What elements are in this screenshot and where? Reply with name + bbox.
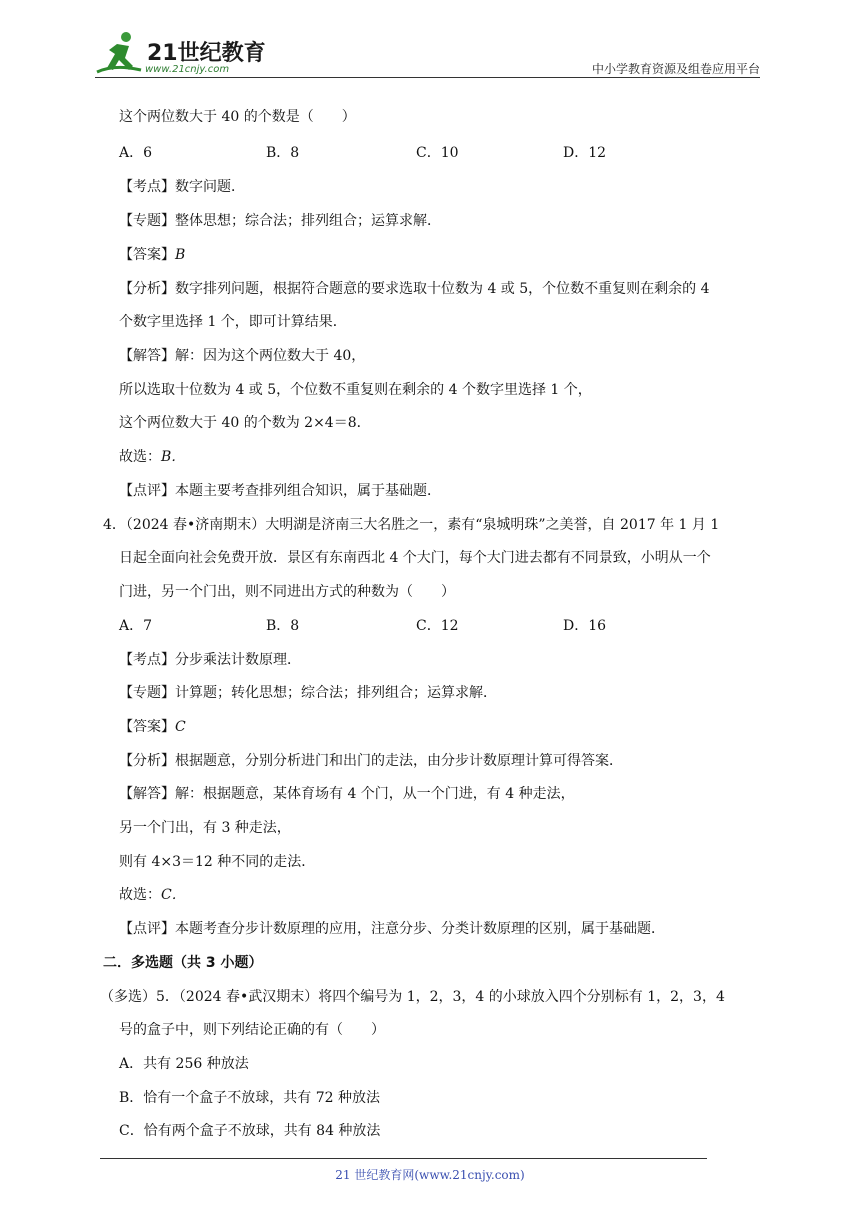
header-divider <box>95 77 760 78</box>
daan-tag: 【答案】 <box>119 719 175 735</box>
q4-zhuanti <box>119 682 497 702</box>
q3-jieda <box>119 345 365 365</box>
footer-link[interactable]: 21 世纪教育网(www.21cnjy.com) <box>335 1168 525 1182</box>
q4-kaodian <box>119 649 301 669</box>
q4-jieda-line2: 另一个门出，有 3 种走法， <box>119 820 291 836</box>
jieda-text: 解：因为这个两位数大于 40， <box>175 348 366 364</box>
q4-jieda-line3: 则有 4×3＝12 种不同的走法． <box>119 854 316 870</box>
q3-fenxi-cont: 个数字里选择 1 个，即可计算结果． <box>119 314 347 330</box>
dianping-text: 本题主要考查排列组合知识，属于基础题． <box>175 483 441 499</box>
q3-option-d: D．12 <box>563 145 607 161</box>
logo-url: www.21cnjy.com <box>145 64 230 75</box>
fenxi-tag: 【分析】 <box>119 753 175 769</box>
q5-option-a: A．共有 256 种放法 <box>119 1056 249 1072</box>
q5-stem-line2: 号的盒子中，则下列结论正确的有（ ） <box>119 1022 385 1038</box>
q3-option-b: B．8 <box>266 145 300 161</box>
q4-option-b: B．8 <box>266 618 300 634</box>
daan-text: C <box>175 719 186 735</box>
zhuanti-tag: 【专题】 <box>119 685 175 701</box>
q3-kaodian <box>119 176 245 196</box>
jieda-tag: 【解答】 <box>119 348 175 364</box>
kaodian-text: 分步乘法计数原理． <box>175 652 301 668</box>
logo <box>95 30 295 78</box>
kaodian-tag: 【考点】 <box>119 179 175 195</box>
dianping-tag: 【点评】 <box>119 921 175 937</box>
q3-option-a: A．6 <box>119 145 153 161</box>
guxuan-label: 故选： <box>119 449 161 465</box>
q3-guxuan <box>119 446 185 466</box>
q4-stem-line2: 日起全面向社会免费开放．景区有东南西北 4 个大门，每个大门进去都有不同景致，小明从一个 <box>119 550 711 566</box>
q3-fenxi <box>119 278 710 298</box>
daan-text: B <box>175 247 186 263</box>
runner-logo-icon <box>95 30 145 78</box>
q4-option-a: A．7 <box>119 618 153 634</box>
q4-answer <box>119 716 186 736</box>
section-title: 二．多选题（共 3 小题） <box>103 955 263 971</box>
dianping-text: 本题考查分步计数原理的应用，注意分步、分类计数原理的区别，属于基础题． <box>175 921 665 937</box>
dianping-tag: 【点评】 <box>119 483 175 499</box>
q3-jieda-line3: 这个两位数大于 40 的个数为 2×4＝8． <box>119 415 371 431</box>
q4-guxuan <box>119 884 186 904</box>
kaodian-text: 数字问题． <box>175 179 245 195</box>
page-header <box>95 30 760 78</box>
q3-option-c: C．10 <box>416 145 459 161</box>
zhuanti-text: 整体思想；综合法；排列组合；运算求解． <box>175 213 441 229</box>
guxuan-answer: B． <box>161 449 186 465</box>
guxuan-answer: C． <box>161 887 186 903</box>
q5-option-b: B．恰有一个盒子不放球，共有 72 种放法 <box>119 1090 381 1106</box>
fenxi-text: 根据题意，分别分析进门和出门的走法，由分步计数原理计算可得答案． <box>175 753 623 769</box>
daan-tag: 【答案】 <box>119 247 175 263</box>
kaodian-tag: 【考点】 <box>119 652 175 668</box>
q4-option-c: C．12 <box>416 618 459 634</box>
q3-jieda-line2: 所以选取十位数为 4 或 5，个位数不重复则在剩余的 4 个数字里选择 1 个， <box>119 382 592 398</box>
platform-name: 中小学教育资源及组卷应用平台 <box>591 62 760 76</box>
logo-text: 21世纪教育 <box>147 41 266 66</box>
q4-stem-line1: 4．（2024 春•济南期末）大明湖是济南三大名胜之一，素有“泉城明珠”之美誉，自 2017 年 1 月 1 <box>103 517 720 533</box>
q4-stem-line3: 门进，另一个门出，则不同进出方式的种数为（ ） <box>119 584 455 600</box>
footer-divider <box>100 1158 707 1159</box>
q4-option-d: D．16 <box>563 618 607 634</box>
jieda-text: 解：根据题意，某体育场有 4 个门，从一个门进，有 4 种走法， <box>175 786 575 802</box>
jieda-tag: 【解答】 <box>119 786 175 802</box>
fenxi-text: 数字排列问题，根据符合题意的要求选取十位数为 4 或 5，个位数不重复则在剩余的 4 <box>175 281 710 297</box>
q3-answer <box>119 244 185 264</box>
q3-zhuanti <box>119 210 441 230</box>
guxuan-label: 故选： <box>119 887 161 903</box>
q3-stem: 这个两位数大于 40 的个数是（ ） <box>119 109 356 125</box>
q4-dianping <box>119 918 665 938</box>
fenxi-tag: 【分析】 <box>119 281 175 297</box>
q5-stem-line1: （多选）5．（2024 春•武汉期末）将四个编号为 1，2，3，4 的小球放入四个分别标有 1，2，3，4 <box>100 989 725 1005</box>
q3-dianping <box>119 480 441 500</box>
zhuanti-tag: 【专题】 <box>119 213 175 229</box>
q4-jieda <box>119 783 575 803</box>
q5-option-c: C．恰有两个盒子不放球，共有 84 种放法 <box>119 1123 381 1139</box>
zhuanti-text: 计算题；转化思想；综合法；排列组合；运算求解． <box>175 685 497 701</box>
q4-fenxi <box>119 750 623 770</box>
